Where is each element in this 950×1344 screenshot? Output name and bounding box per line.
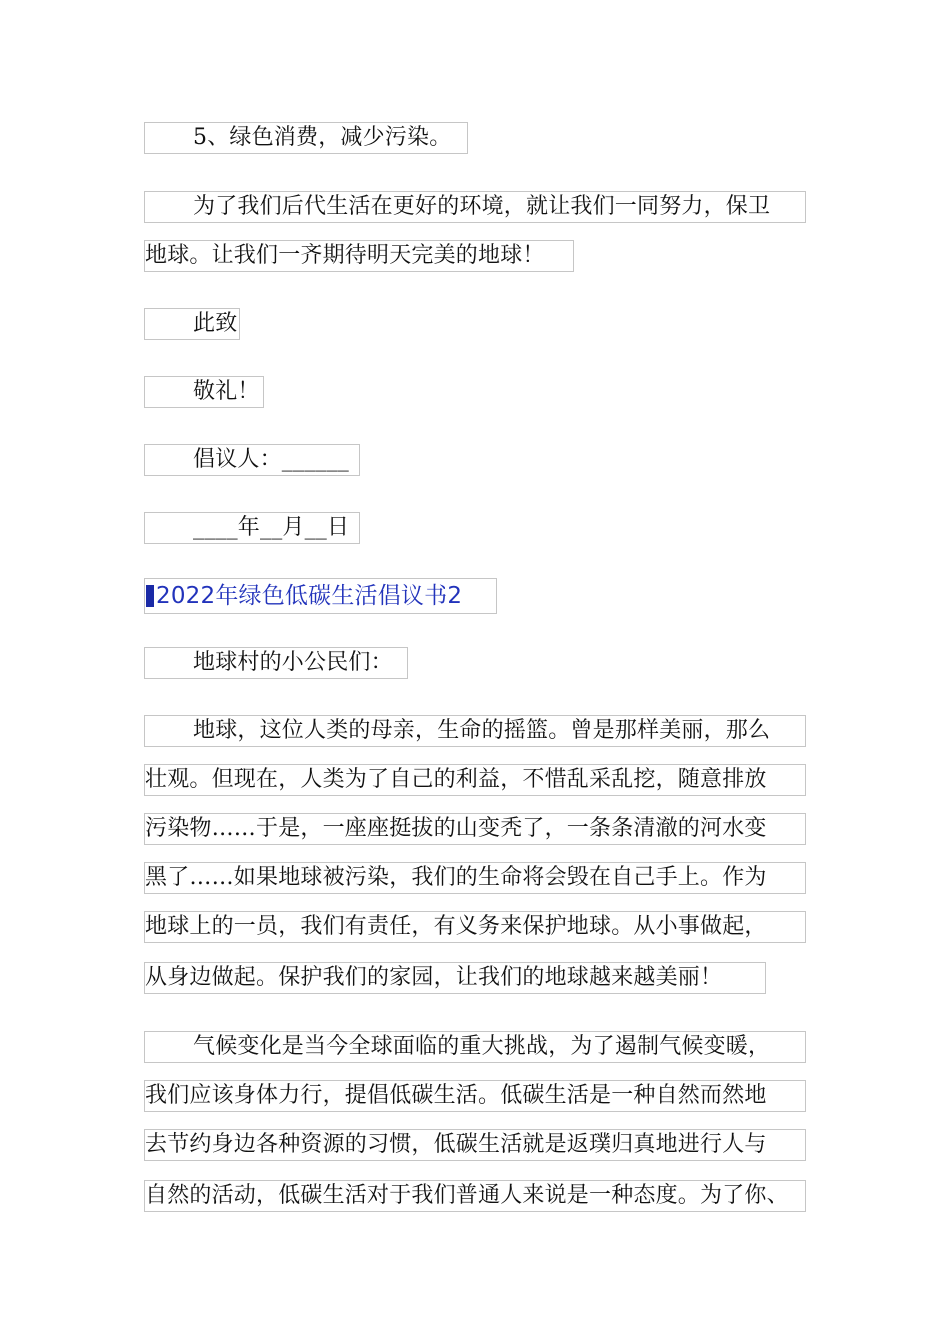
proposer-line: 倡议人：______: [144, 444, 360, 476]
heading-marker-icon: [146, 585, 154, 607]
paragraph-line: 地球上的一员，我们有责任，有义务来保护地球。从小事做起，: [144, 911, 806, 943]
paragraph-line: 地球，这位人类的母亲，生命的摇篮。曾是那样美丽，那么: [144, 715, 806, 747]
paragraph-line: 黑了……如果地球被污染，我们的生命将会毁在自己手上。作为: [144, 862, 806, 894]
closing-regards: 敬礼！: [144, 376, 264, 408]
paragraph-line: 气候变化是当今全球面临的重大挑战，为了遏制气候变暖，: [144, 1031, 806, 1063]
list-item-green-consumption: 5、绿色消费，减少污染。: [144, 122, 468, 154]
closing-salutation: 此致: [144, 308, 240, 340]
date-line: ____年__月__日: [144, 512, 360, 544]
section-heading: [144, 578, 497, 614]
paragraph-line: 地球。让我们一齐期待明天完美的地球！: [144, 240, 574, 272]
paragraph-line: 自然的活动，低碳生活对于我们普通人来说是一种态度。为了你、: [144, 1180, 806, 1212]
paragraph-line: 从身边做起。保护我们的家园，让我们的地球越来越美丽！: [144, 962, 766, 994]
greeting-line: 地球村的小公民们：: [144, 647, 408, 679]
paragraph-line: 为了我们后代生活在更好的环境，就让我们一同努力，保卫: [144, 191, 806, 223]
paragraph-line: 我们应该身体力行，提倡低碳生活。低碳生活是一种自然而然地: [144, 1080, 806, 1112]
paragraph-line: 污染物……于是，一座座挺拔的山变秃了，一条条清澈的河水变: [144, 813, 806, 845]
paragraph-line: 去节约身边各种资源的习惯，低碳生活就是返璞归真地进行人与: [144, 1129, 806, 1161]
paragraph-line: 壮观。但现在，人类为了自己的利益，不惜乱采乱挖，随意排放: [144, 764, 806, 796]
heading-text: 2022年绿色低碳生活倡议书2: [156, 583, 463, 609]
